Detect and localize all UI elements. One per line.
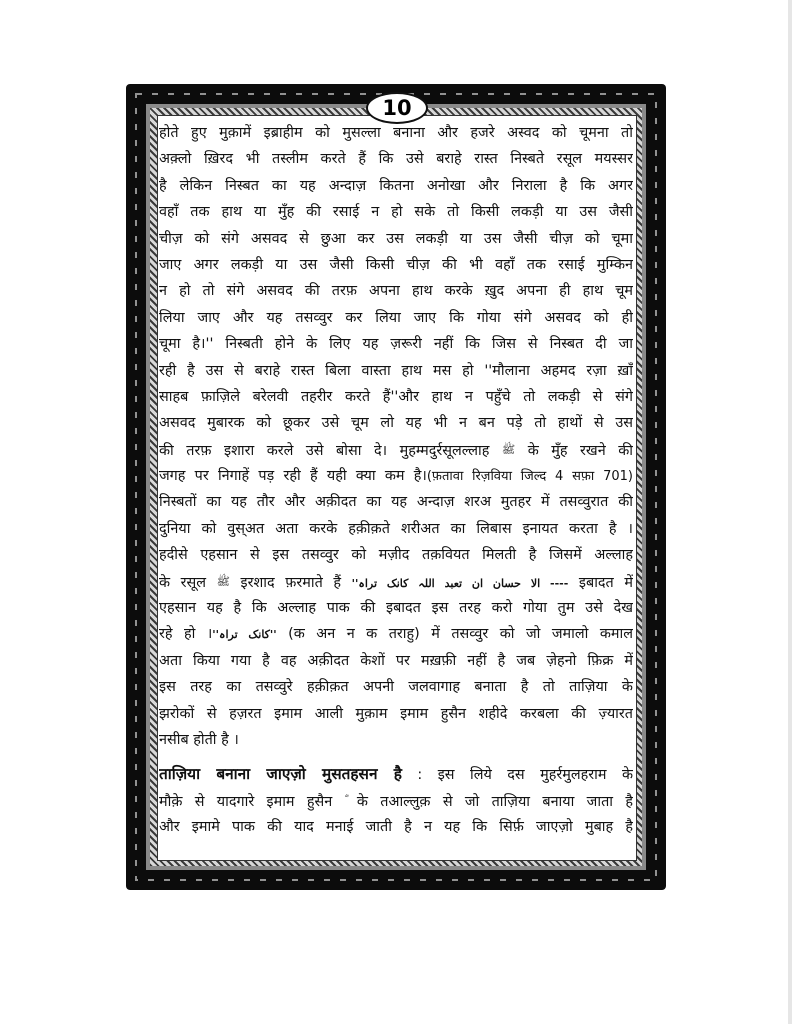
text-line: झरोकों से हज़रत इमाम आली मुक़ाम इमाम हुसैन शहीदे करबला की ज़्यारत bbox=[159, 705, 633, 722]
text-segment: के मुँह रखने की bbox=[515, 442, 633, 459]
text-line: होते हुए मुक़ामें इब्राहीम को मुसल्ला बनाना और हजरे अस्वद को चूमना तो bbox=[159, 125, 633, 141]
text-segment: इरशाद फ़रमाते हैं bbox=[229, 574, 342, 591]
text-line: दुनिया को वुस्अत अता करके हक़ीक़ते शरीअत का लिबास इनायत करता है । bbox=[159, 520, 633, 537]
text-line: नसीब होती है । bbox=[159, 731, 239, 748]
text-line: अक़्लो ख़िरद भी तस्लीम करते हैं कि उसे बराहे रास्त निस्बते रसूल मयस्सर bbox=[159, 151, 633, 168]
text-segment: : इस लिये दस मुहर्रमुलहराम के bbox=[401, 767, 633, 784]
text-line: जाए अगर लकड़ी या उस जैसी किसी चीज़ की भी वहाँ तक रसाई मुम्किन bbox=[159, 256, 633, 273]
text-line bbox=[159, 761, 633, 787]
text-line: वहाँ तक हाथ या मुँह की रसाई न हो सके तो किसी लकड़ी या उस जैसी bbox=[159, 204, 633, 221]
text-segment: के रसूल bbox=[159, 574, 217, 591]
citation-reference: (फ़तावा रिज़विया जिल्द 4 सफ़ा 701) bbox=[426, 469, 633, 485]
section-heading: ताज़िया बनाना जाएज़ो मुसतहसन है bbox=[159, 765, 402, 784]
text-line: लिया जाए और यह तसव्वुर कर लिया जाए कि गोया संगे असवद को ही bbox=[159, 309, 633, 326]
salutation-symbol: ﷺ bbox=[216, 574, 230, 588]
text-line bbox=[159, 463, 633, 489]
text-line bbox=[159, 569, 633, 595]
text-line: और इमामे पाक की याद मनाई जाती है न यह कि सिर्फ़ जाएज़ो मुबाह है bbox=[159, 819, 633, 836]
text-segment: (क अन न क तराहु) में तसव्वुर को जो जमालो कमाल bbox=[276, 626, 633, 643]
text-line: असवद मुबारक को छूकर उसे चूम लो यह भी न बन पड़े तो हाथों से उस bbox=[159, 415, 633, 432]
text-line: साहब फ़ाज़िले बरेलवी तहरीर करते हैं''और हाथ न पहुँचे तो लकड़ी से संगे bbox=[159, 388, 633, 405]
text-segment: के तआल्लुक़ से जो ताज़िया बनाया जाता है bbox=[344, 793, 633, 810]
text-line: इस तरह का तसव्वुरे हक़ीक़त अपनी जलवागाह बनाता है तो ताज़िया के bbox=[159, 679, 633, 696]
text-line bbox=[159, 437, 633, 463]
text-line: एहसान यह है कि अल्लाह पाक की इबादत इस तरह करो गोया तुम उसे देख bbox=[159, 600, 633, 617]
text-segment: की तरफ़ इशारा करले उसे बोसा दे। मुहम्मदुर्रसूलल्लाह bbox=[159, 442, 502, 459]
body-text bbox=[159, 120, 633, 841]
text-line: निस्बतों का यह तौर और अक़ीदत का यह अन्दाज़ शरअ मुतहर में तसव्वुरात की bbox=[159, 494, 633, 511]
text-line: रही है उस से बराहे रास्त बिला वास्ता हाथ मस हो ''मौलाना अहमद रज़ा ख़ाँ bbox=[159, 362, 633, 379]
text-segment: इबादत में bbox=[578, 574, 633, 591]
page-edge bbox=[788, 0, 792, 1024]
text-segment: मौक़े से यादगारे इमाम हुसैन bbox=[159, 793, 345, 810]
salutation-symbol: ﷺ bbox=[501, 442, 516, 456]
text-segment: जगह पर निगाहें पड़ रही हैं यही क्या कम है। bbox=[159, 468, 427, 485]
text-line: हदीसे एहसान से इस तसव्वुर को मज़ीद तक़वियत मिलती है जिसमें अल्लाह bbox=[159, 547, 633, 564]
text-line bbox=[159, 788, 633, 814]
text-line: न हो तो संगे असवद की तरफ़ अपना हाथ करके ख़ुद अपना ही हाथ चूम bbox=[159, 283, 633, 300]
text-line: चीज़ को संगे असवद से छुआ कर उस लकड़ी या उस जैसी चीज़ को चूमा bbox=[159, 230, 633, 247]
page-number: 10 bbox=[366, 92, 428, 124]
text-line bbox=[159, 621, 633, 647]
text-line: चूमा है।'' निस्बती होने के लिए यह ज़रूरी नहीं कि जिस से निस्बत दी जा bbox=[159, 336, 633, 353]
urdu-quote: ''کانک تراہ'' bbox=[212, 628, 277, 642]
text-line: है लेकिन निस्बत का यह अन्दाज़ कितना अनोखा और निराला है कि अगर bbox=[159, 177, 633, 194]
text-segment: रहे हो । bbox=[159, 626, 213, 643]
urdu-hadith-quote: ''الا حسان ان تعبد اللہ کانک تراہ ---- bbox=[351, 576, 569, 590]
text-line: अता किया गया है वह अक़ीदत केशों पर मख़फ़ी नहीं है जब ज़ेहनो फ़िक्र में bbox=[159, 652, 633, 669]
